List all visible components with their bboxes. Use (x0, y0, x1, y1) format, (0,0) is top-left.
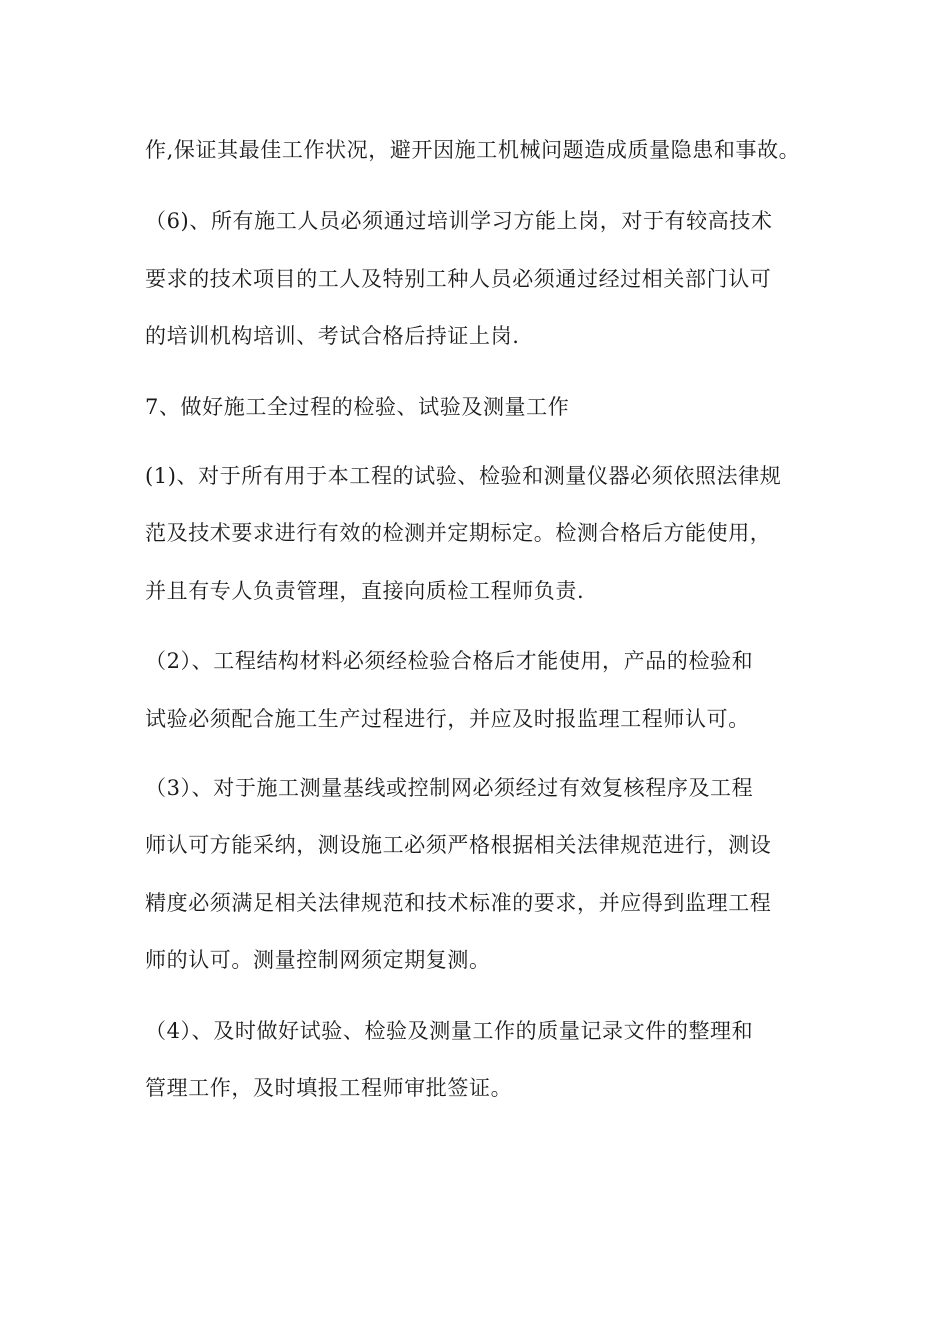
text-line: （3）、对于施工测量基线或控制网必须经过有效复核程序及工程 (145, 776, 754, 800)
text-line: 要求的技术项目的工人及特别工种人员必须通过经过相关部门认可 (145, 267, 772, 291)
text-line: 师的认可。测量控制网须定期复测。 (145, 948, 491, 972)
text-line: 试验必须配合施工生产过程进行，并应及时报监理工程师认可。 (145, 707, 750, 731)
section-heading: 7、做好施工全过程的检验、试验及测量工作 (145, 395, 570, 419)
text-line: 范及技术要求进行有效的检测并定期标定。检测合格后方能使用， (145, 521, 772, 545)
text-line: 的培训机构培训、考试合格后持证上岗. (145, 324, 520, 348)
text-line: 作,保证其最佳工作状况，避开因施工机械问题造成质量隐患和事故。 (145, 138, 801, 162)
text-line: 并且有专人负责管理，直接向质检工程师负责. (145, 579, 585, 603)
text-line: （2）、工程结构材料必须经检验合格后才能使用，产品的检验和 (145, 649, 754, 673)
text-line: (1)、对于所有用于本工程的试验、检验和测量仪器必须依照法律规 (145, 464, 782, 488)
text-line: （4）、及时做好试验、检验及测量工作的质量记录文件的整理和 (145, 1019, 754, 1043)
text-line: （6)、所有施工人员必须通过培训学习方能上岗，对于有较高技术 (145, 209, 773, 233)
text-line: 管理工作，及时填报工程师审批签证。 (145, 1076, 513, 1100)
text-line: 精度必须满足相关法律规范和技术标准的要求，并应得到监理工程 (145, 891, 772, 915)
text-line: 师认可方能采纳，测设施工必须严格根据相关法律规范进行，测设 (145, 833, 772, 857)
